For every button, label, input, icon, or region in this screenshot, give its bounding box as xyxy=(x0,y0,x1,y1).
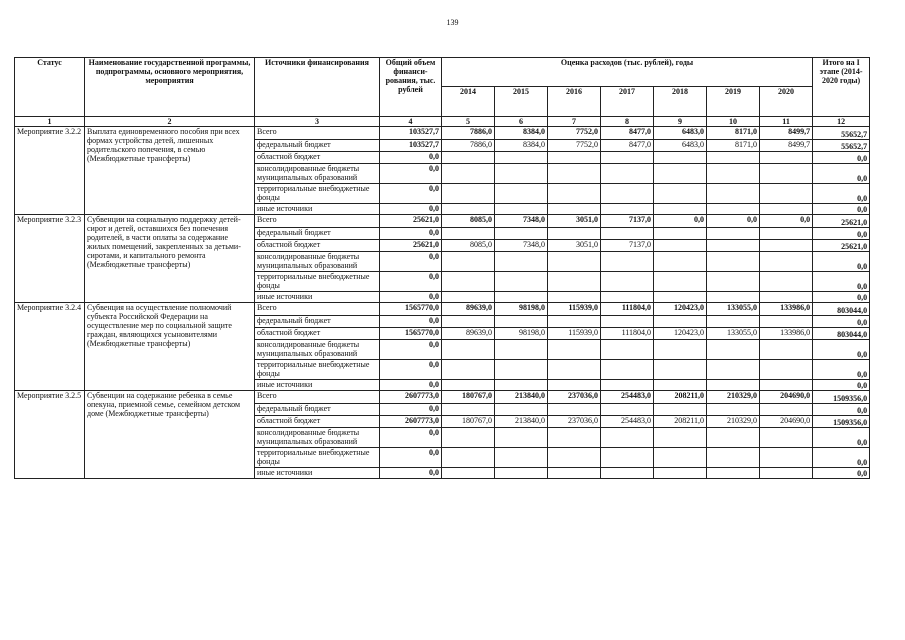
year-value: 0,0 xyxy=(654,215,707,228)
year-value xyxy=(654,152,707,164)
year-value xyxy=(495,252,548,272)
year-value xyxy=(495,164,548,184)
year-value: 8085,0 xyxy=(442,215,495,228)
year-value: 180767,0 xyxy=(442,416,495,428)
year-value: 7752,0 xyxy=(548,140,601,152)
year-value xyxy=(601,228,654,240)
year-value xyxy=(760,240,813,252)
year-value xyxy=(760,340,813,360)
year-value xyxy=(601,380,654,391)
year-value xyxy=(548,204,601,215)
source-label: федеральный бюджет xyxy=(255,140,380,152)
year-value: 120423,0 xyxy=(654,303,707,316)
year-value: 98198,0 xyxy=(495,303,548,316)
year-value xyxy=(601,292,654,303)
total-cell: 0,0 xyxy=(380,340,442,360)
year-value xyxy=(654,228,707,240)
year-value: 8499,7 xyxy=(760,127,813,140)
year-value: 7886,0 xyxy=(442,140,495,152)
year-value xyxy=(707,428,760,448)
header-estimate: Оценка расходов (тыс. рублей), годы xyxy=(442,58,813,87)
total-cell: 0,0 xyxy=(380,404,442,416)
year-value xyxy=(707,184,760,204)
source-label: федеральный бюджет xyxy=(255,316,380,328)
source-label: консолидированные бюджеты муниципальных образований xyxy=(255,252,380,272)
year-value xyxy=(442,468,495,479)
year-value xyxy=(442,164,495,184)
year-value xyxy=(548,428,601,448)
source-label: Всего xyxy=(255,391,380,404)
year-value xyxy=(654,360,707,380)
year-value: 133055,0 xyxy=(707,328,760,340)
year-value: 204690,0 xyxy=(760,391,813,404)
column-number: 4 xyxy=(380,117,442,127)
column-number: 1 xyxy=(15,117,85,127)
year-value: 7348,0 xyxy=(495,240,548,252)
source-label: Всего xyxy=(255,127,380,140)
year-value: 6483,0 xyxy=(654,140,707,152)
total-cell: 2607773,0 xyxy=(380,416,442,428)
year-value xyxy=(760,292,813,303)
total-cell: 2607773,0 xyxy=(380,391,442,404)
year-value: 204690,0 xyxy=(760,416,813,428)
year-value: 98198,0 xyxy=(495,328,548,340)
year-value xyxy=(548,316,601,328)
stage-total-cell: 0,0 xyxy=(813,428,870,448)
stage-total-cell: 0,0 xyxy=(813,164,870,184)
stage-total-cell: 0,0 xyxy=(813,360,870,380)
year-value: 6483,0 xyxy=(654,127,707,140)
stage-total-cell: 803044,0 xyxy=(813,303,870,316)
status-cell: Мероприятие 3.2.2 xyxy=(15,127,85,215)
year-value xyxy=(654,380,707,391)
year-value xyxy=(601,448,654,468)
year-value xyxy=(601,184,654,204)
year-value xyxy=(495,468,548,479)
source-label: консолидированные бюджеты муниципальных образований xyxy=(255,428,380,448)
source-label: территориальные внебюджетные фонды xyxy=(255,184,380,204)
header-year: 2016 xyxy=(548,87,601,117)
stage-total-cell: 0,0 xyxy=(813,204,870,215)
stage-total-cell: 803044,0 xyxy=(813,328,870,340)
year-value xyxy=(442,292,495,303)
year-value xyxy=(548,340,601,360)
year-value xyxy=(760,164,813,184)
year-value xyxy=(442,404,495,416)
year-value xyxy=(548,152,601,164)
year-value: 237036,0 xyxy=(548,416,601,428)
year-value: 7137,0 xyxy=(601,215,654,228)
year-value xyxy=(601,252,654,272)
stage-total-cell: 25621,0 xyxy=(813,215,870,228)
year-value: 180767,0 xyxy=(442,391,495,404)
year-value: 8171,0 xyxy=(707,140,760,152)
total-cell: 0,0 xyxy=(380,292,442,303)
source-label: территориальные внебюджетные фонды xyxy=(255,272,380,292)
year-value xyxy=(654,468,707,479)
year-value xyxy=(442,380,495,391)
funding-table xyxy=(14,57,870,479)
year-value xyxy=(495,448,548,468)
year-value xyxy=(548,272,601,292)
year-value: 115939,0 xyxy=(548,328,601,340)
header-year: 2020 xyxy=(760,87,813,117)
stage-total-cell: 25621,0 xyxy=(813,240,870,252)
year-value xyxy=(760,448,813,468)
year-value: 89639,0 xyxy=(442,303,495,316)
total-cell: 0,0 xyxy=(380,380,442,391)
year-value xyxy=(495,316,548,328)
source-label: территориальные внебюджетные фонды xyxy=(255,360,380,380)
total-cell: 0,0 xyxy=(380,204,442,215)
stage-total-cell: 55652,7 xyxy=(813,127,870,140)
year-value: 133986,0 xyxy=(760,328,813,340)
column-number: 8 xyxy=(601,117,654,127)
year-value xyxy=(601,164,654,184)
year-value xyxy=(760,184,813,204)
year-value: 8477,0 xyxy=(601,127,654,140)
year-value: 254483,0 xyxy=(601,416,654,428)
source-label: Всего xyxy=(255,215,380,228)
year-value: 7752,0 xyxy=(548,127,601,140)
year-value xyxy=(654,292,707,303)
total-cell: 103527,7 xyxy=(380,127,442,140)
year-value xyxy=(548,252,601,272)
year-value xyxy=(495,428,548,448)
stage-total-cell: 0,0 xyxy=(813,340,870,360)
year-value xyxy=(601,468,654,479)
year-value: 254483,0 xyxy=(601,391,654,404)
header-year: 2014 xyxy=(442,87,495,117)
header-name: Наименование государственной программы, подпрограммы, основного мероприятия, мероприятия xyxy=(85,58,255,117)
total-cell: 0,0 xyxy=(380,184,442,204)
year-value xyxy=(442,184,495,204)
source-label: федеральный бюджет xyxy=(255,228,380,240)
year-value xyxy=(601,360,654,380)
total-cell: 0,0 xyxy=(380,228,442,240)
year-value: 213840,0 xyxy=(495,416,548,428)
stage-total-cell: 0,0 xyxy=(813,152,870,164)
year-value xyxy=(548,448,601,468)
source-label: иные источники xyxy=(255,292,380,303)
source-label: консолидированные бюджеты муниципальных образований xyxy=(255,340,380,360)
year-value xyxy=(442,204,495,215)
header-stage-total: Итого на I этапе (2014-2020 годы) xyxy=(813,58,870,117)
year-value xyxy=(548,164,601,184)
table-row xyxy=(15,127,870,140)
status-cell: Мероприятие 3.2.3 xyxy=(15,215,85,303)
year-value: 8171,0 xyxy=(707,127,760,140)
year-value: 210329,0 xyxy=(707,391,760,404)
header-year: 2015 xyxy=(495,87,548,117)
source-label: иные источники xyxy=(255,204,380,215)
name-cell: Субвенции на социальную поддержку детей-сирот и детей, оставшихся без попечения родителей, в части оплаты за содержание жилых помещений, закрепленных за детьми-сиротами, и капитального ремонта (Межбюджетные трансферты) xyxy=(85,215,255,303)
name-cell: Субвенции на содержание ребенка в семье опекуна, приемной семье, семейном детском доме (Межбюджетные трансферты) xyxy=(85,391,255,479)
year-value xyxy=(548,468,601,479)
year-value xyxy=(760,152,813,164)
page-number: 139 xyxy=(446,18,459,27)
year-value xyxy=(654,428,707,448)
year-value xyxy=(442,360,495,380)
year-value xyxy=(654,204,707,215)
year-value xyxy=(654,184,707,204)
name-cell: Субвенция на осуществление полномочий субъекта Российской Федерации на осуществление мер по социальной защите граждан, являющихся усыновителями (Межбюджетные трансферты) xyxy=(85,303,255,391)
year-value: 208211,0 xyxy=(654,416,707,428)
year-value xyxy=(707,468,760,479)
year-value xyxy=(707,292,760,303)
year-value xyxy=(760,316,813,328)
total-cell: 0,0 xyxy=(380,252,442,272)
year-value: 8384,0 xyxy=(495,127,548,140)
year-value: 8477,0 xyxy=(601,140,654,152)
year-value xyxy=(760,360,813,380)
year-value: 0,0 xyxy=(707,215,760,228)
total-cell: 0,0 xyxy=(380,316,442,328)
header-year: 2018 xyxy=(654,87,707,117)
name-cell: Выплата единовременного пособия при всех формах устройства детей, лишенных родительского попечения, в семью (Межбюджетные трансферты) xyxy=(85,127,255,215)
year-value: 3051,0 xyxy=(548,215,601,228)
year-value: 0,0 xyxy=(760,215,813,228)
year-value: 120423,0 xyxy=(654,328,707,340)
stage-total-cell: 0,0 xyxy=(813,184,870,204)
year-value xyxy=(654,404,707,416)
source-label: консолидированные бюджеты муниципальных образований xyxy=(255,164,380,184)
year-value xyxy=(707,360,760,380)
total-cell: 25621,0 xyxy=(380,240,442,252)
source-label: областной бюджет xyxy=(255,328,380,340)
year-value xyxy=(442,340,495,360)
year-value xyxy=(707,228,760,240)
total-cell: 0,0 xyxy=(380,428,442,448)
year-value xyxy=(760,380,813,391)
year-value: 8499,7 xyxy=(760,140,813,152)
header-total: Общий объем финанси-рования, тыс. рублей xyxy=(380,58,442,117)
year-value: 89639,0 xyxy=(442,328,495,340)
year-value: 7348,0 xyxy=(495,215,548,228)
header-year: 2017 xyxy=(601,87,654,117)
year-value xyxy=(548,380,601,391)
year-value xyxy=(442,252,495,272)
year-value: 8085,0 xyxy=(442,240,495,252)
year-value xyxy=(654,252,707,272)
stage-total-cell: 0,0 xyxy=(813,380,870,391)
year-value: 111804,0 xyxy=(601,328,654,340)
column-number: 3 xyxy=(255,117,380,127)
year-value xyxy=(654,164,707,184)
year-value xyxy=(707,316,760,328)
stage-total-cell: 0,0 xyxy=(813,228,870,240)
year-value xyxy=(442,272,495,292)
total-cell: 103527,7 xyxy=(380,140,442,152)
source-label: территориальные внебюджетные фонды xyxy=(255,448,380,468)
year-value: 3051,0 xyxy=(548,240,601,252)
year-value: 8384,0 xyxy=(495,140,548,152)
stage-total-cell: 0,0 xyxy=(813,292,870,303)
year-value xyxy=(654,240,707,252)
source-label: Всего xyxy=(255,303,380,316)
year-value xyxy=(654,340,707,360)
year-value xyxy=(760,228,813,240)
source-label: федеральный бюджет xyxy=(255,404,380,416)
year-value xyxy=(495,340,548,360)
total-cell: 0,0 xyxy=(380,468,442,479)
year-value xyxy=(707,152,760,164)
total-cell: 25621,0 xyxy=(380,215,442,228)
status-cell: Мероприятие 3.2.5 xyxy=(15,391,85,479)
source-label: областной бюджет xyxy=(255,240,380,252)
year-value xyxy=(707,272,760,292)
year-value: 115939,0 xyxy=(548,303,601,316)
stage-total-cell: 1509356,0 xyxy=(813,391,870,404)
table-row xyxy=(15,303,870,316)
year-value xyxy=(601,204,654,215)
year-value xyxy=(495,380,548,391)
year-value xyxy=(707,164,760,184)
year-value xyxy=(760,468,813,479)
year-value: 133986,0 xyxy=(760,303,813,316)
year-value xyxy=(442,152,495,164)
year-value xyxy=(760,204,813,215)
year-value xyxy=(495,228,548,240)
column-number: 6 xyxy=(495,117,548,127)
stage-total-cell: 0,0 xyxy=(813,468,870,479)
source-label: областной бюджет xyxy=(255,416,380,428)
year-value: 7886,0 xyxy=(442,127,495,140)
stage-total-cell: 0,0 xyxy=(813,316,870,328)
year-value xyxy=(760,428,813,448)
source-label: областной бюджет xyxy=(255,152,380,164)
stage-total-cell: 0,0 xyxy=(813,252,870,272)
year-value xyxy=(760,252,813,272)
column-number: 7 xyxy=(548,117,601,127)
year-value xyxy=(495,292,548,303)
stage-total-cell: 0,0 xyxy=(813,272,870,292)
year-value xyxy=(548,292,601,303)
year-value xyxy=(601,152,654,164)
year-value xyxy=(601,316,654,328)
year-value xyxy=(707,252,760,272)
source-label: иные источники xyxy=(255,468,380,479)
year-value xyxy=(495,184,548,204)
year-value xyxy=(495,404,548,416)
year-value: 111804,0 xyxy=(601,303,654,316)
header-year: 2019 xyxy=(707,87,760,117)
column-number: 12 xyxy=(813,117,870,127)
column-number: 9 xyxy=(654,117,707,127)
stage-total-cell: 0,0 xyxy=(813,404,870,416)
header-sources: Источники финансирования xyxy=(255,58,380,117)
stage-total-cell: 1509356,0 xyxy=(813,416,870,428)
year-value: 210329,0 xyxy=(707,416,760,428)
year-value xyxy=(601,340,654,360)
column-number: 5 xyxy=(442,117,495,127)
table-row xyxy=(15,391,870,404)
stage-total-cell: 0,0 xyxy=(813,448,870,468)
year-value xyxy=(654,448,707,468)
year-value: 208211,0 xyxy=(654,391,707,404)
year-value xyxy=(601,404,654,416)
year-value xyxy=(707,404,760,416)
total-cell: 0,0 xyxy=(380,272,442,292)
status-cell: Мероприятие 3.2.4 xyxy=(15,303,85,391)
total-cell: 0,0 xyxy=(380,448,442,468)
year-value xyxy=(601,428,654,448)
year-value xyxy=(707,340,760,360)
year-value xyxy=(495,152,548,164)
year-value xyxy=(548,184,601,204)
stage-total-cell: 55652,7 xyxy=(813,140,870,152)
year-value xyxy=(707,204,760,215)
header-status: Статус xyxy=(15,58,85,117)
column-number: 2 xyxy=(85,117,255,127)
year-value xyxy=(495,360,548,380)
year-value xyxy=(442,228,495,240)
year-value: 133055,0 xyxy=(707,303,760,316)
year-value xyxy=(548,360,601,380)
year-value xyxy=(707,380,760,391)
total-cell: 0,0 xyxy=(380,164,442,184)
year-value xyxy=(442,428,495,448)
year-value xyxy=(548,228,601,240)
year-value xyxy=(442,448,495,468)
year-value xyxy=(654,272,707,292)
year-value xyxy=(707,240,760,252)
source-label: иные источники xyxy=(255,380,380,391)
year-value xyxy=(760,272,813,292)
year-value xyxy=(495,272,548,292)
year-value: 213840,0 xyxy=(495,391,548,404)
year-value xyxy=(707,448,760,468)
year-value xyxy=(442,316,495,328)
year-value xyxy=(495,204,548,215)
year-value xyxy=(760,404,813,416)
year-value: 237036,0 xyxy=(548,391,601,404)
total-cell: 1565770,0 xyxy=(380,303,442,316)
year-value: 7137,0 xyxy=(601,240,654,252)
year-value xyxy=(654,316,707,328)
column-number: 11 xyxy=(760,117,813,127)
table-row xyxy=(15,215,870,228)
total-cell: 1565770,0 xyxy=(380,328,442,340)
total-cell: 0,0 xyxy=(380,152,442,164)
total-cell: 0,0 xyxy=(380,360,442,380)
year-value xyxy=(601,272,654,292)
year-value xyxy=(548,404,601,416)
column-number: 10 xyxy=(707,117,760,127)
